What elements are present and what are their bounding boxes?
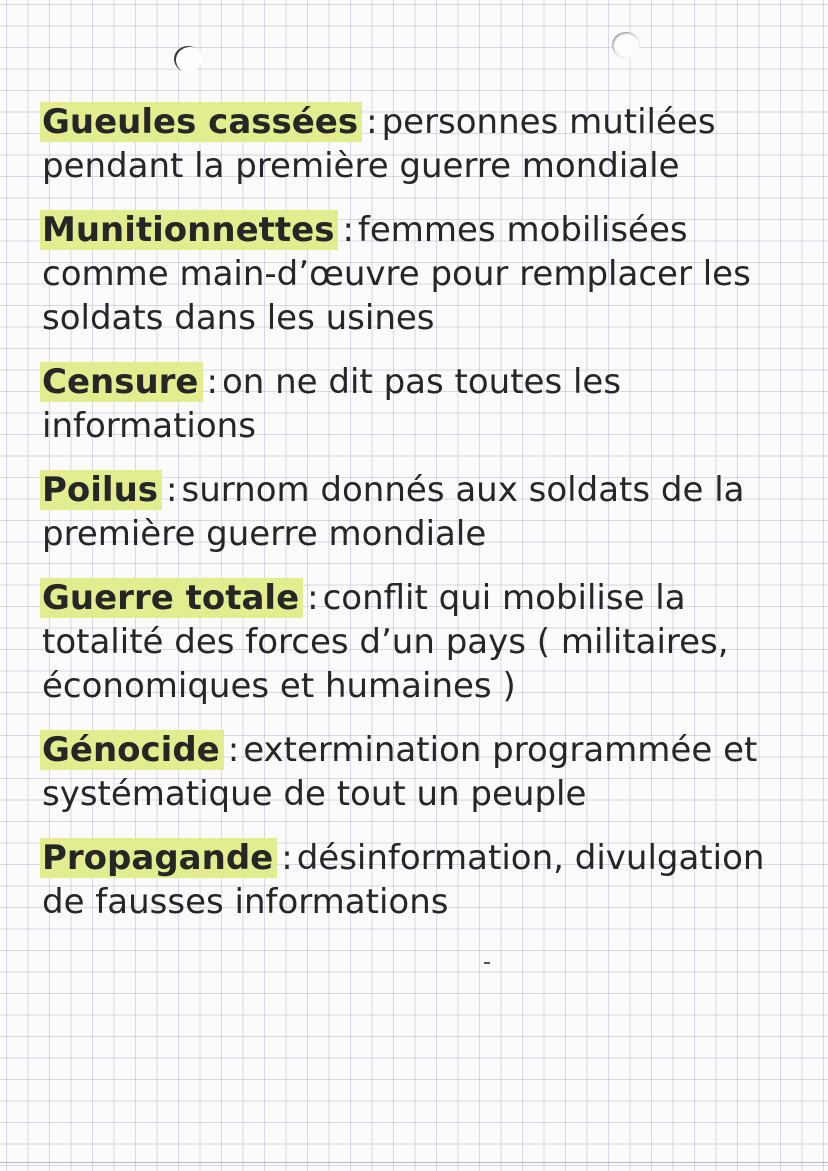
glossary-entry <box>42 360 782 448</box>
term-definition: on ne dit pas toutes les informations <box>42 362 622 446</box>
term-highlight: Poilus <box>40 470 162 510</box>
term-definition: surnom donnés aux soldats de la première guerre mondiale <box>42 470 745 554</box>
term-highlight: Munitionnettes <box>40 210 338 250</box>
term-definition: femmes mobilisées comme main-d’œuvre pour remplacer les soldats dans les usines <box>42 210 751 338</box>
term-highlight: Propagande <box>40 838 277 878</box>
glossary-entry <box>42 836 782 924</box>
glossary-entry <box>42 576 782 708</box>
term-separator: : <box>281 838 293 878</box>
term-highlight: Censure <box>40 362 203 402</box>
term-highlight: Gueules cassées <box>40 102 362 142</box>
term-separator: : <box>166 470 178 510</box>
term-separator: : <box>227 730 240 770</box>
term-separator: : <box>342 210 354 250</box>
bottom-edge-line <box>0 1162 828 1163</box>
glossary-entry <box>42 728 782 816</box>
punch-hole-left <box>174 46 202 72</box>
term-separator: : <box>307 578 319 618</box>
term-highlight: Génocide <box>40 730 224 770</box>
glossary-entry <box>42 208 782 340</box>
term-definition: désinformation, divulgation de fausses informations <box>42 838 765 922</box>
term-definition: personnes mutilées pendant la première guerre mondiale <box>42 102 716 186</box>
pen-mark <box>484 962 490 964</box>
punch-hole-right <box>612 32 640 58</box>
term-separator: : <box>206 362 218 402</box>
term-separator: : <box>366 102 378 142</box>
glossary-entry <box>42 100 782 188</box>
term-highlight: Guerre totale <box>40 578 303 618</box>
term-definition: conflit qui mobilise la totalité des forces d’un pays ( militaires, économiques et humaines ) <box>42 578 729 706</box>
term-definition: extermination programmée et systématique de tout un peuple <box>42 730 758 814</box>
glossary-entry <box>42 468 782 556</box>
glossary-list <box>42 100 782 944</box>
